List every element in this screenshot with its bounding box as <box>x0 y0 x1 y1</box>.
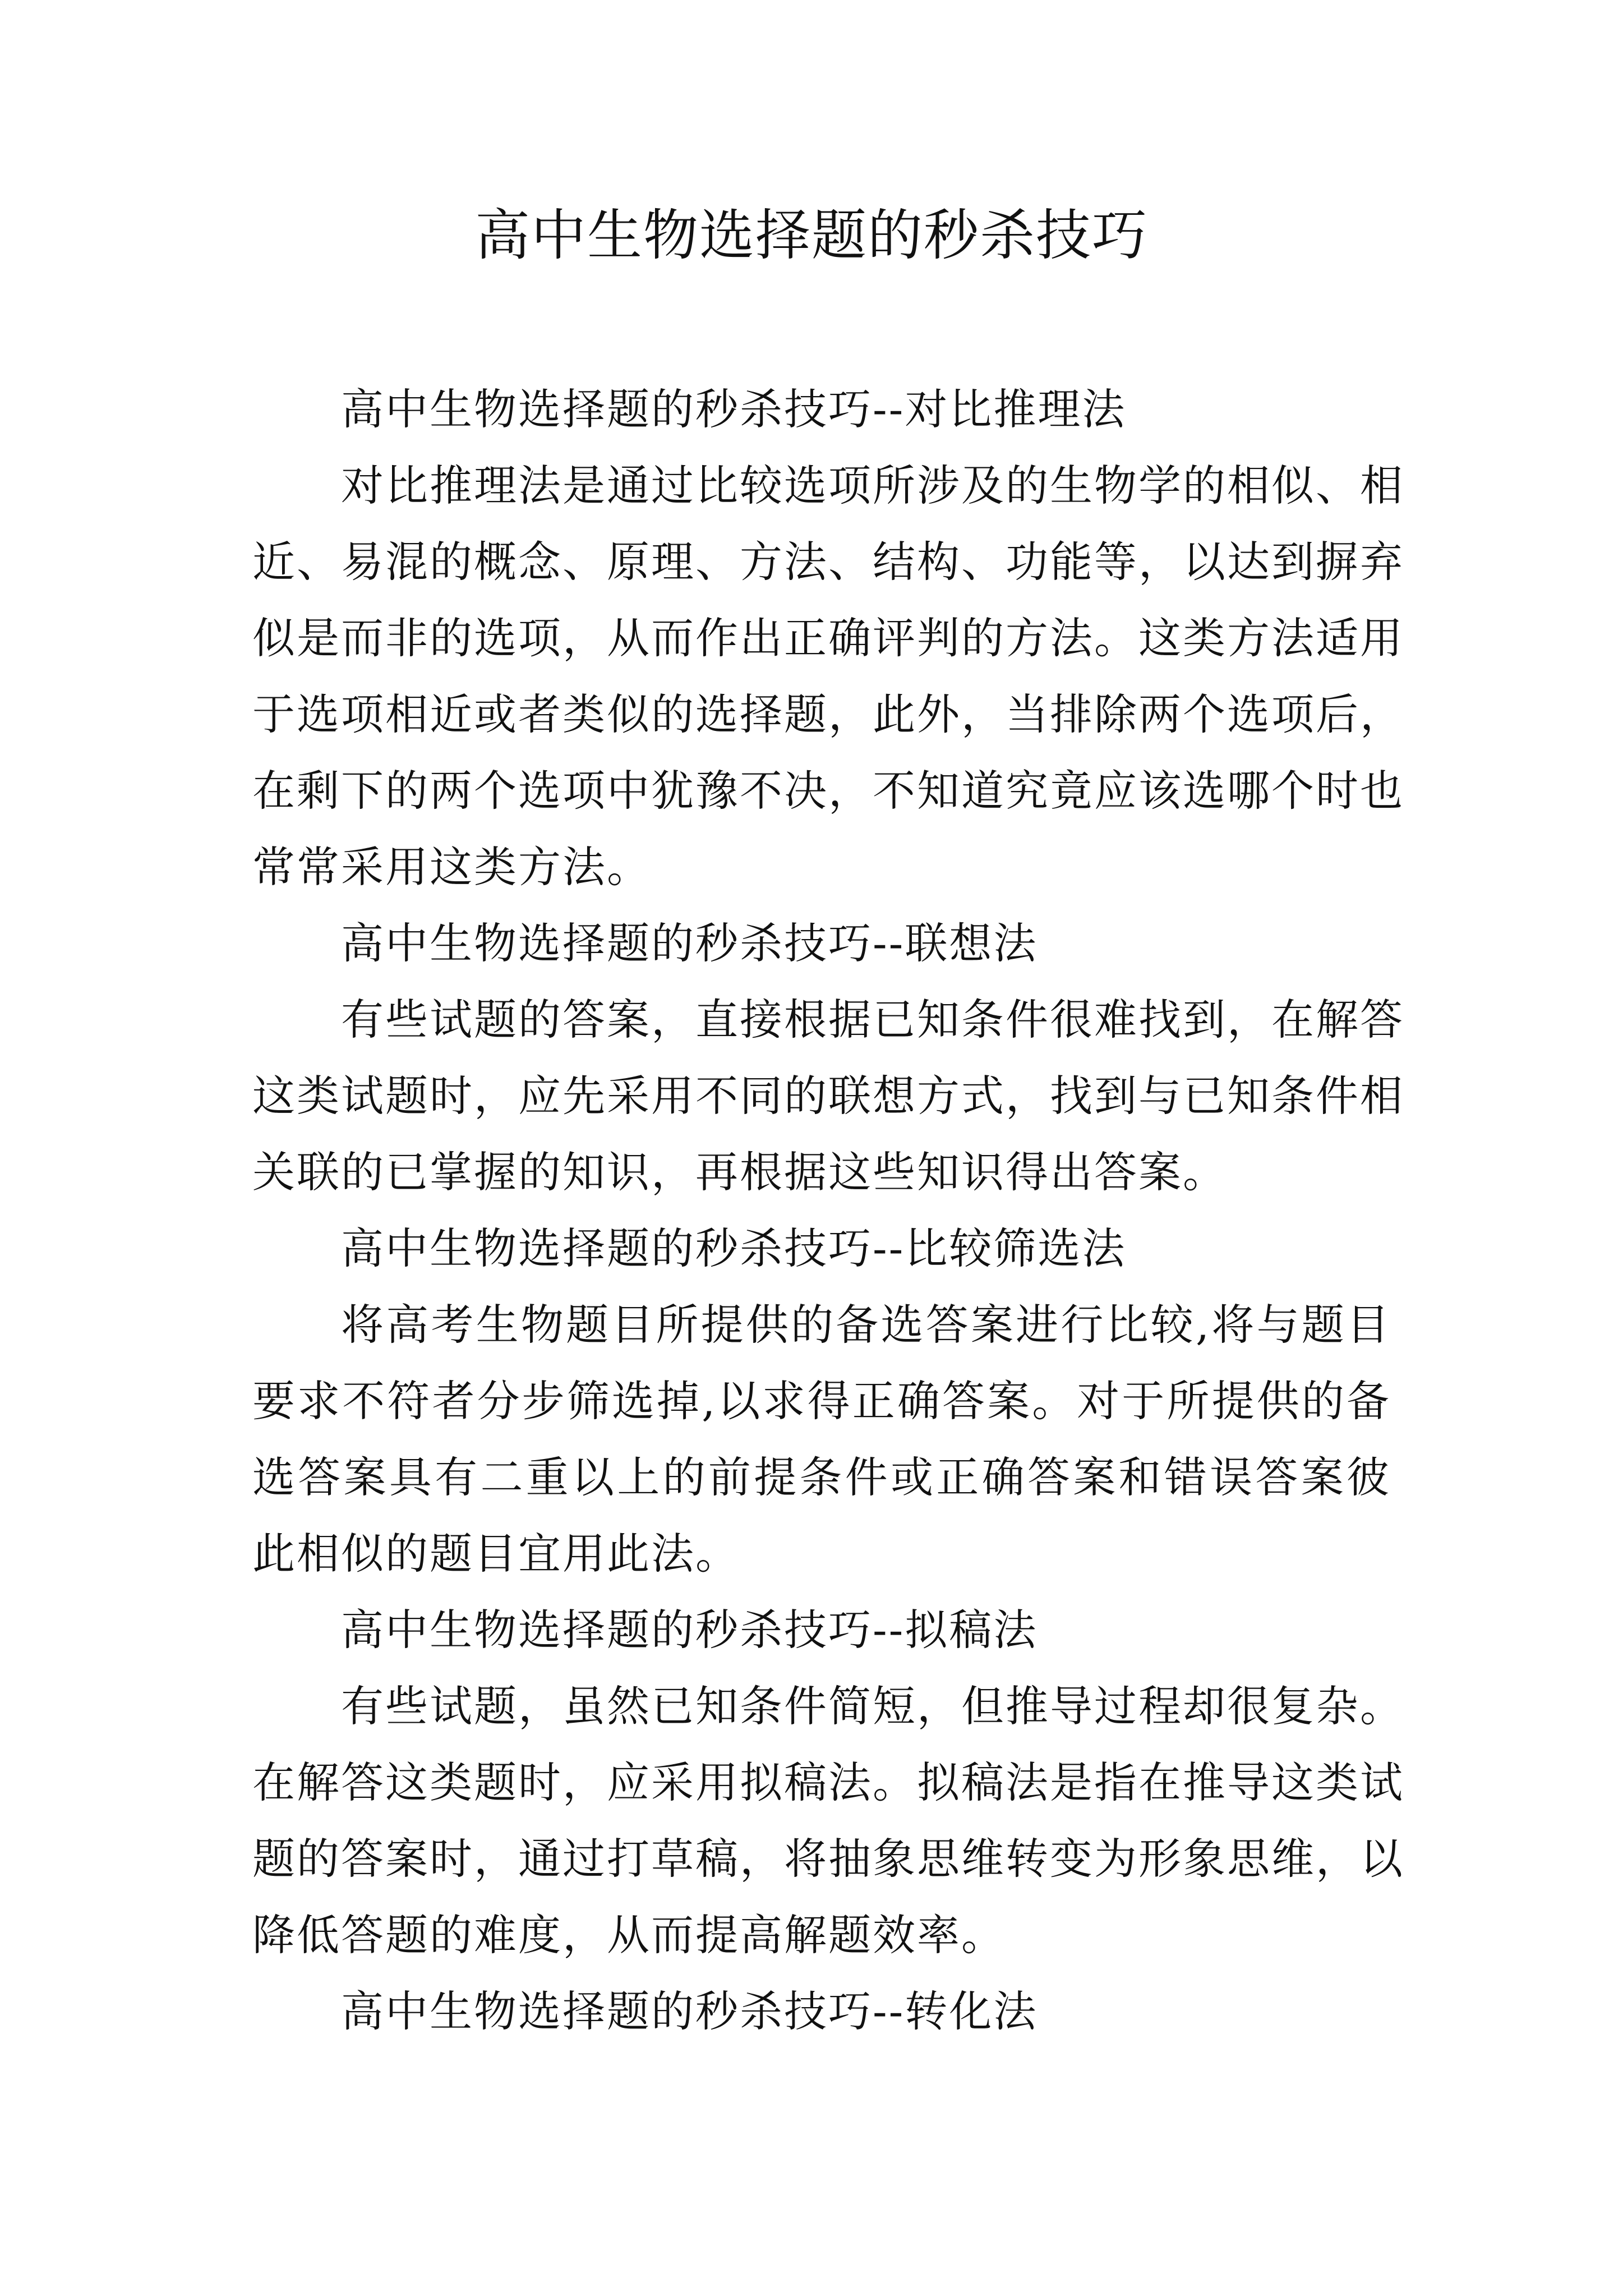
section-heading-transformation: 高中生物选择题的秒杀技巧--转化法 <box>341 1986 1038 2036</box>
paragraph-line: 似是而非的选项，从而作出正确评判的方法。这类方法适用 <box>252 613 1404 663</box>
document-title: 高中生物选择题的秒杀技巧 <box>474 204 1148 268</box>
section-heading-association: 高中生物选择题的秒杀技巧--联想法 <box>341 918 1038 968</box>
section-heading-draft: 高中生物选择题的秒杀技巧--拟稿法 <box>341 1605 1038 1655</box>
document-body <box>252 371 1404 2050</box>
paragraph-line: 这类试题时，应先采用不同的联想方式，找到与已知条件相 <box>252 1071 1404 1121</box>
paragraph-line: 题的答案时，通过打草稿，将抽象思维转变为形象思维，以 <box>252 1834 1404 1884</box>
paragraph-line: 此相似的题目宜用此法。 <box>252 1529 740 1579</box>
section-heading-comparison-screening: 高中生物选择题的秒杀技巧--比较筛选法 <box>341 1223 1127 1273</box>
paragraph-line: 有些试题的答案，直接根据已知条件很难找到，在解答 <box>341 995 1404 1045</box>
paragraph-line: 近、易混的概念、原理、方法、结构、功能等，以达到摒弃 <box>252 537 1404 587</box>
paragraph-line: 在剩下的两个选项中犹豫不决，不知道究竟应该选哪个时也 <box>252 766 1404 816</box>
paragraph-line: 降低答题的难度，从而提高解题效率。 <box>252 1910 1006 1960</box>
paragraph-line: 对比推理法是通过比较选项所涉及的生物学的相似、相 <box>341 461 1404 510</box>
paragraph-line: 将高考生物题目所提供的备选答案进行比较,将与题目 <box>341 1300 1391 1350</box>
paragraph-line: 有些试题，虽然已知条件简短，但推导过程却很复杂。 <box>341 1681 1404 1731</box>
paragraph-line: 在解答这类题时，应采用拟稿法。拟稿法是指在推导这类试 <box>252 1757 1404 1807</box>
paragraph-line: 要求不符者分步筛选掉,以求得正确答案。对于所提供的备 <box>252 1376 1391 1426</box>
paragraph-line: 于选项相近或者类似的选择题，此外，当排除两个选项后， <box>252 689 1404 739</box>
section-heading-contrast-reasoning: 高中生物选择题的秒杀技巧--对比推理法 <box>341 384 1127 434</box>
paragraph-line: 常常采用这类方法。 <box>252 842 651 892</box>
paragraph-line: 选答案具有二重以上的前提条件或正确答案和错误答案彼 <box>252 1452 1391 1502</box>
paragraph-line: 关联的已掌握的知识，再根据这些知识得出答案。 <box>252 1147 1227 1197</box>
